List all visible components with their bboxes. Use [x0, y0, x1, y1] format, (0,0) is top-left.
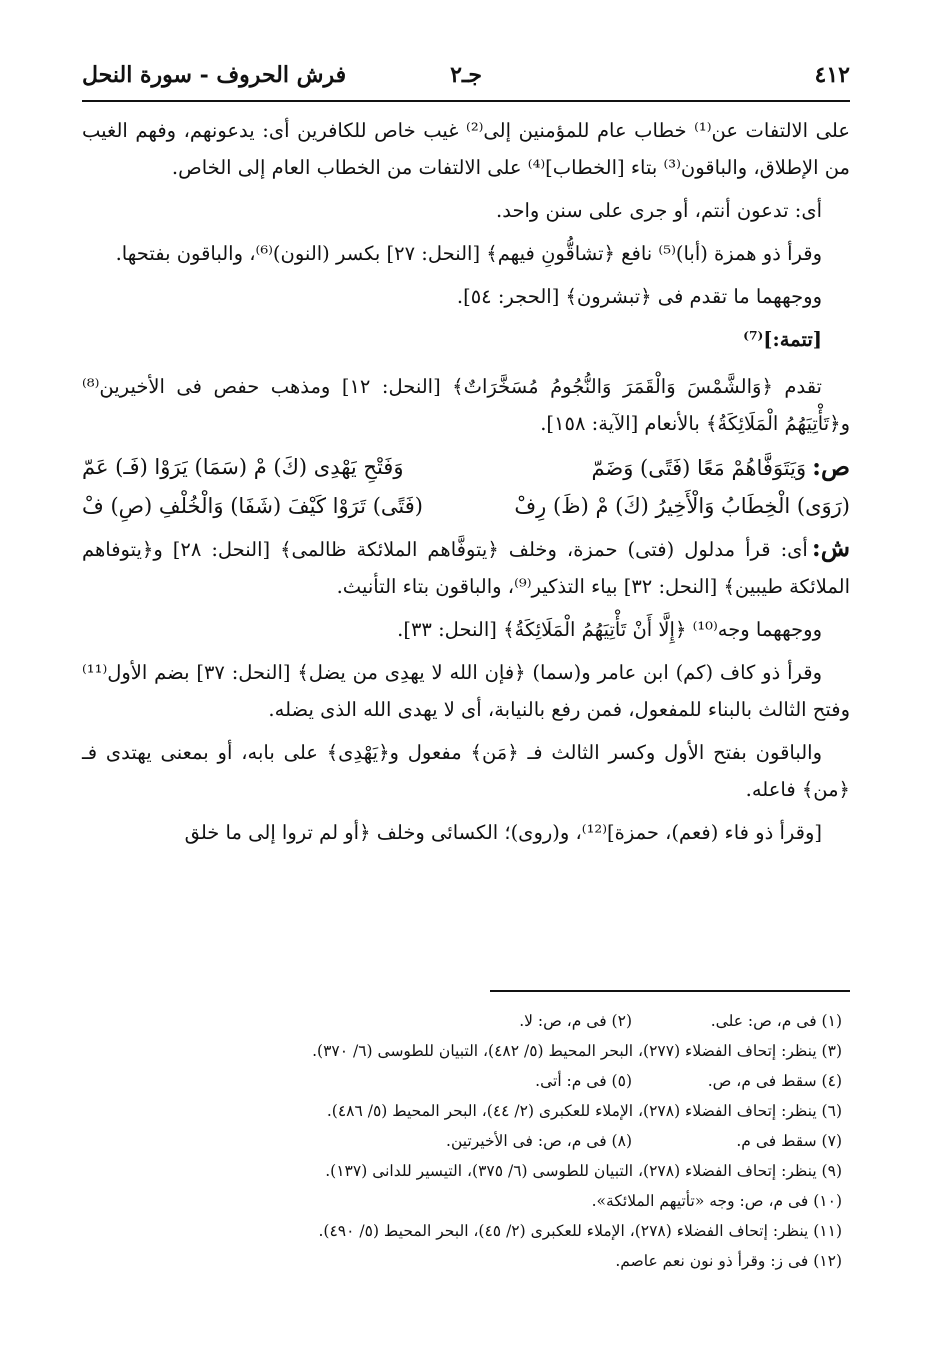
- paragraph-9: والباقون بفتح الأول وكسر الثالث فـ ﴿مَن﴾ مفعول و﴿يَهْدِى﴾ على بابه، أو بمعنى يهتدى فـ ﴿من﴾ فاعله.: [82, 741, 850, 801]
- footnote-row: [82, 1156, 842, 1186]
- footnote-row: [82, 1216, 842, 1246]
- verse-hemistich-2b: (فَتًى) تَرَوْا كَيْفَ (شَفَا) وَالْخُلْفِ (صِ) فْ: [82, 494, 423, 518]
- section-heading: [تتمة:]⁽⁷⁾: [743, 328, 822, 351]
- paragraph-3: وقرأ ذو همزة (أبا)⁽⁵⁾ نافع ﴿تشاقُّونِ فيهم﴾ [النحل: ٢٧] بكسر (النون)⁽⁶⁾، والباقون بفتحها.: [115, 242, 822, 265]
- footnote-row: [82, 1126, 842, 1156]
- poem-verse: [82, 448, 850, 525]
- verse-line-2: [82, 487, 850, 525]
- footnote-4: (٤) سقط فى م، ص.: [707, 1072, 842, 1090]
- verse-hemistich-2a: (رَوَى) الْخِطَابُ وَالْأَخِيرُ (كَ) مْ (ظَ) رِفْ: [514, 494, 850, 518]
- footnote-9: (٩) ينظر: إتحاف الفضلاء (٢٧٨)، التبيان للطوسى (٦/ ٣٧٥)، التيسير للدانى (١٣٧).: [325, 1162, 842, 1180]
- footnote-row: [82, 1036, 842, 1066]
- footnotes: [82, 1006, 842, 1276]
- verse-hemistich-1b: وَفَتْحِ يَهْدِى (كَ) مْ (سَمَا) يَرَوْا (فَـ) عَمّ: [82, 455, 404, 479]
- footnote-12: (١٢) فى ز: وقرأ ذو نون نعم عاصم.: [615, 1252, 842, 1270]
- main-text: [82, 112, 850, 857]
- footnote-8: (٨) فى م، ص: فى الأخيرتين.: [446, 1132, 632, 1150]
- footnote-7: (٧) سقط فى م.: [736, 1132, 842, 1150]
- footnote-1: (١) فى م، ص: على.: [710, 1012, 842, 1030]
- paragraph-5: تقدم ﴿وَالشَّمْسَ وَالْقَمَرَ وَالنُّجُومُ مُسَخَّرَاتٌ﴾ [النحل: ١٢] ومذهب حفص فى الأخيرين⁽⁸⁾ و﴿تَأْتِيَهُمُ الْمَلَائِكَةُ﴾ بالأنعام [الآية: ١٥٨].: [82, 375, 850, 435]
- footnote-rule: [490, 990, 850, 992]
- footnote-2: (٢) فى م، ص: لا.: [519, 1012, 632, 1030]
- paragraph-2: أى: تدعون أنتم، أو جرى على سنن واحد.: [496, 199, 822, 222]
- volume-label: جـ٢: [450, 62, 482, 88]
- footnote-3: (٣) ينظر: إتحاف الفضلاء (٢٧٧)، البحر المحيط (٥/ ٤٨٢)، التبيان للطوسى (٦/ ٣٧٠).: [312, 1042, 842, 1060]
- paragraph-4: ووجههما ما تقدم فى ﴿تبشرون﴾ [الحجر: ٥٤].: [456, 285, 822, 308]
- paragraph-8: وقرأ ذو كاف (كم) ابن عامر و(سما) ﴿فإن الله لا يهدِى من يضل﴾ [النحل: ٣٧] بضم الأول⁽¹¹⁾ وفتح الثالث بالبناء للمفعول، فمن رفع بالنيابة، أى لا يهدى الله الذى يضله.: [82, 661, 850, 721]
- verse-label: ص:: [812, 452, 850, 481]
- verse-line-1: [82, 448, 850, 487]
- paragraph-1: على الالتفات عن⁽¹⁾ خطاب عام للمؤمنين إلى⁽²⁾ غيب خاص للكافرين أى: يدعونهم، وفهم الغيب من الإطلاق، والباقون⁽³⁾ بتاء [الخطاب]⁽⁴⁾ على الالتفات من الخطاب العام إلى الخاص.: [82, 119, 850, 179]
- footnote-row: [82, 1246, 842, 1276]
- paragraph-6: ش:أى: قرأ مدلول (فتى) حمزة، وخلف ﴿يتوفَّاهم الملائكة ظالمى﴾ [النحل: ٢٨] و﴿يتوفاهم الملائكة طيبين﴾ [النحل: ٣٢] بياء التذكير⁽⁹⁾، والباقون بتاء التأنيث.: [82, 533, 850, 598]
- header-rule: [82, 100, 850, 102]
- footnote-6: (٦) ينظر: إتحاف الفضلاء (٢٧٨)، الإملاء للعكبرى (٢/ ٤٤)، البحر المحيط (٥/ ٤٨٦).: [326, 1102, 842, 1120]
- explanation-label: ش:: [811, 533, 850, 562]
- page-number: ٤١٢: [814, 62, 850, 88]
- running-title: فرش الحروف - سورة النحل: [82, 62, 347, 88]
- footnote-row: [82, 1006, 842, 1036]
- footnote-row: [82, 1096, 842, 1126]
- paragraph-7: ووجههما وجه⁽¹⁰⁾ ﴿إِلَّا أَنْ تَأْتِيَهُمُ الْمَلَائِكَةُ﴾ [النحل: ٣٣].: [397, 618, 822, 641]
- paragraph-10: [وقرأ ذو فاء (فعم)، حمزة]⁽¹²⁾، و(روى)؛ الكسائى وخلف ﴿أو لم تروا إلى ما خلق: [184, 821, 822, 844]
- footnote-5: (٥) فى م: أتى.: [535, 1072, 632, 1090]
- footnote-11: (١١) ينظر: إتحاف الفضلاء (٢٧٨)، الإملاء للعكبرى (٢/ ٤٥)، البحر المحيط (٥/ ٤٩٠).: [318, 1222, 842, 1240]
- footnote-row: [82, 1186, 842, 1216]
- page-header: [82, 58, 850, 94]
- footnote-10: (١٠) فى م، ص: وجه «تأتيهم الملائكة».: [591, 1192, 842, 1210]
- footnote-row: [82, 1066, 842, 1096]
- verse-hemistich-1a: ص:وَيَتَوَفَّاهُمْ مَعًا (فَتًى) وَضَمّ: [591, 452, 850, 481]
